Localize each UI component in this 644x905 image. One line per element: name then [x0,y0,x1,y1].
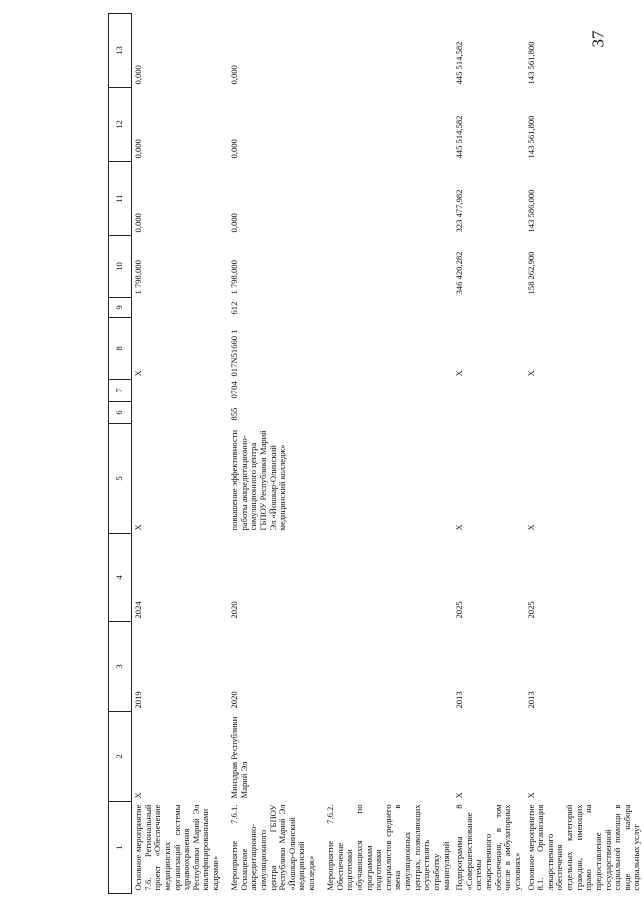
table-cell: 017N51660 1 [229,329,239,377]
table-cell [132,298,229,318]
table-cell: Минздрав Республики Марий Эл [229,716,249,799]
table-cell: 0,000 [133,65,143,85]
table-row [453,14,524,894]
table-cell: 0704 [229,381,239,399]
table-cell: 855 [229,407,239,421]
table-cell: X [525,792,536,799]
table-cell: 2020 [229,691,239,709]
col-header: 3 [109,622,132,712]
table-cell: 445 514,582 [454,115,465,159]
table-cell [525,402,644,424]
table-cell [324,622,453,712]
table-cell: Основное мероприятие 8.1. Организация лекарственного обеспечения отдельных категорий граждан, имеющих право на предоставление государственной социальной помощи в виде набора социальных услуг [525,804,642,891]
table-cell: X [454,370,465,377]
table-cell: 0,000 [229,213,239,233]
col-header: 12 [109,88,132,162]
col-header: 4 [109,534,132,622]
table-row [228,14,324,894]
table-cell [453,402,524,424]
table-cell [324,14,453,88]
table-cell: 143 561,800 [525,115,536,159]
table-cell: 323 477,982 [454,189,465,233]
table-cell [324,402,453,424]
table-cell: повышение эффективности работы аккредитационно-симуляционного центра ГБПОУ Республики Марий Эл «Йошкар-Олинский медицинский колледж» [229,429,288,531]
table-cell: 143 586,000 [525,189,536,233]
col-header: 6 [109,402,132,424]
table-cell: Мероприятие 7.6.1. Оснащение аккредитационно-симуляционного центра ГБПОУ Республики Марий Эл «Йошкар-Олинский медицинский колледж» [229,804,316,891]
table-cell: 445 514,582 [454,41,465,85]
table-cell: 0,000 [133,213,143,233]
table-cell [324,424,453,534]
table-cell [324,236,453,298]
table-cell: X [133,792,143,799]
table-row [525,14,644,894]
table-cell: 158 262,900 [525,251,536,295]
table-cell: 0,000 [229,139,239,159]
table-cell [453,380,524,402]
table-cell [324,162,453,236]
table-cell: 612 [229,301,239,315]
table-row [132,14,229,894]
col-header: 11 [109,162,132,236]
table-cell: 346 420,282 [454,251,465,295]
table-cell: 1 798,000 [229,260,239,295]
table-cell [324,88,453,162]
table-cell: Основное мероприятие 7.6. Региональный проект «Обеспечение медицинских организаций системы здравоохранения Республики Марий Эл квалифицированными кадрами» [133,804,220,891]
table-cell: 2020 [229,601,239,619]
table-cell: 2025 [454,601,465,619]
col-header: 7 [109,380,132,402]
table-cell [324,712,453,802]
table-cell: X [525,524,536,531]
col-header: 10 [109,236,132,298]
table-cell: 143 561,800 [525,41,536,85]
rotated-table-wrapper [108,14,642,894]
table-cell: 0,000 [133,139,143,159]
table-cell: 2013 [454,691,465,709]
table-cell: X [454,524,465,531]
col-header: 2 [109,712,132,802]
col-header: 8 [109,318,132,380]
page-number: 37 [588,30,608,48]
table-cell [525,298,644,318]
table-row [324,14,453,894]
table-cell [324,380,453,402]
table-cell: 2013 [525,691,536,709]
col-header: 5 [109,424,132,534]
table-cell: 2024 [133,601,143,619]
table-cell [324,298,453,318]
budget-table [108,13,644,894]
table-cell: X [133,370,143,377]
table-cell: X [133,524,143,531]
table-cell: X [525,370,536,377]
col-header: 1 [109,802,132,894]
table-cell [324,318,453,380]
table-cell: 2019 [133,691,143,709]
table-cell [132,380,229,402]
header-row [109,14,132,894]
col-header: 13 [109,14,132,88]
table-cell: 0,000 [229,65,239,85]
table-cell: X [454,792,465,799]
table-cell: Подпрограмма 8 «Совершенствование системы лекарственного обеспечения, в том числе в амбулаторных условиях» [454,804,522,891]
table-cell: Мероприятие 7.6.2. Обеспечение подготовки обучающихся по программам подготовки специалистов среднего звена в симуляционных центрах, позволяющих осуществлять отработку манипуляций [325,804,451,891]
table-cell: 2025 [525,601,536,619]
table-cell: 1 798,000 [133,260,143,295]
table-cell [132,402,229,424]
table-cell [324,534,453,622]
table-cell [453,298,524,318]
col-header: 9 [109,298,132,318]
table-cell [525,380,644,402]
